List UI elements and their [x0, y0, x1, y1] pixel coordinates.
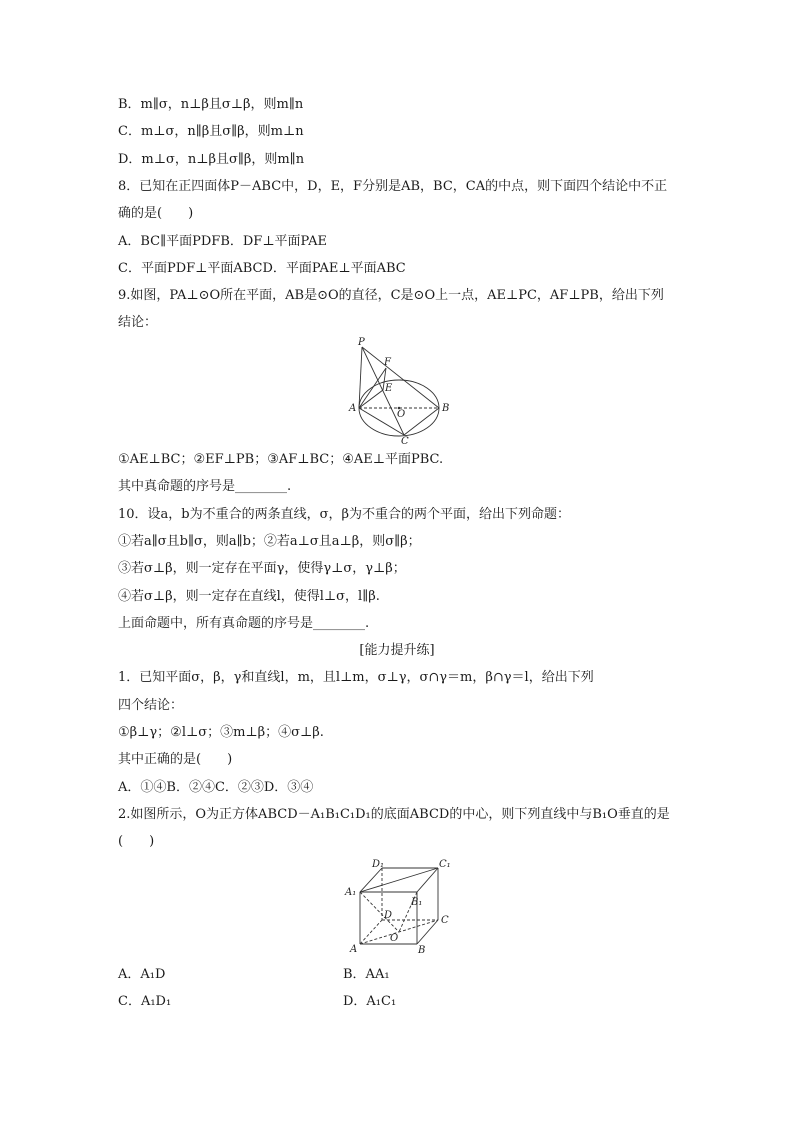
- q10-item-12: ①若a∥σ且b∥σ，则a∥b；②若a⊥σ且a⊥β，则σ∥β；: [118, 534, 421, 549]
- q10-stem: 10．设a，b为不重合的两条直线，σ，β为不重合的两个平面，给出下列命题：: [118, 507, 571, 522]
- q10-item-3: ③若σ⊥β，则一定存在平面γ，使得γ⊥σ，γ⊥β；: [118, 561, 406, 576]
- label-c: C: [441, 915, 449, 926]
- q8-stem-line1: 8．已知在正四面体P－ABC中，D，E，F分别是AB，BC，CA的中点，则下面四个结论中不正: [118, 179, 668, 194]
- label-c1: C₁: [439, 859, 451, 870]
- label-a: A: [350, 944, 358, 954]
- label-o: O: [397, 409, 406, 420]
- label-f: F: [384, 357, 391, 368]
- label-e: E: [385, 383, 393, 394]
- line-ae: [359, 390, 383, 408]
- label-c: C: [401, 436, 409, 446]
- label-b1: B₁: [411, 897, 423, 908]
- q10-item-4: ④若σ⊥β，则一定存在直线l，使得l⊥σ，l∥β.: [118, 589, 380, 604]
- line-pb: [362, 347, 439, 408]
- p1-stem-line1: 1．已知平面σ，β，γ和直线l，m，且l⊥m，σ⊥γ，σ∩γ＝m，β∩γ＝l，给出下列: [118, 670, 594, 685]
- p2-stem-line2: ( ): [118, 834, 155, 849]
- q7-option-d: D．m⊥σ，n⊥β且σ∥β，则m∥n: [118, 152, 305, 167]
- label-p: P: [358, 337, 365, 348]
- p1-question: 其中正确的是( ): [118, 752, 233, 767]
- q8-options-ab: A．BC∥平面PDFB．DF⊥平面PAE: [118, 234, 327, 249]
- line-pc: [362, 347, 404, 435]
- q8-stem-line2: 确的是( ): [118, 206, 194, 221]
- p2-option-b: B．AA₁: [343, 967, 390, 982]
- label-a: A: [349, 403, 357, 414]
- q7-option-b: B．m∥σ，n⊥β且σ⊥β，则m∥n: [118, 97, 304, 112]
- section-heading: [能力提升练]: [359, 643, 435, 658]
- p1-options: A．①④B．②④C．②③D．③④: [118, 780, 314, 795]
- q10-answer-line: 上面命题中，所有真命题的序号是________.: [118, 616, 370, 631]
- q9-stem-line1: 9.如图，PA⊥⊙O所在平面，AB是⊙O的直径，C是⊙O上一点，AE⊥PC，AF⊥PB，给出下列: [118, 288, 664, 303]
- label-b: B: [418, 945, 426, 954]
- p2-option-c: C．A₁D₁: [118, 994, 172, 1009]
- p2-option-a: A．A₁D: [118, 967, 166, 982]
- label-b: B: [442, 403, 450, 414]
- q8-options-cd: C．平面PDF⊥平面ABCD．平面PAE⊥平面ABC: [118, 261, 406, 276]
- p1-stem-line2: 四个结论：: [118, 698, 184, 713]
- label-a1: A₁: [345, 887, 357, 898]
- q9-stem-line2: 结论：: [118, 315, 158, 330]
- p2-option-d: D．A₁C₁: [343, 994, 397, 1009]
- p2-cube-figure: [342, 856, 452, 954]
- q7-option-c: C．m⊥σ，n∥β且σ∥β，则m⊥n: [118, 124, 304, 139]
- label-d: D: [384, 910, 393, 921]
- label-d1: D₁: [372, 859, 385, 870]
- q9-conclusions: ①AE⊥BC；②EF⊥PB；③AF⊥BC；④AE⊥平面PBC.: [118, 452, 444, 467]
- p2-stem-line1: 2.如图所示，O为正方体ABCD－A₁B₁C₁D₁的底面ABCD的中心，则下列直线中与B₁O垂直的是: [118, 807, 670, 822]
- label-o: O: [390, 933, 399, 944]
- q9-figure: [345, 336, 451, 446]
- p1-conclusions: ①β⊥γ；②l⊥σ；③m⊥β；④σ⊥β.: [118, 725, 324, 740]
- q9-answer-line: 其中真命题的序号是________.: [118, 479, 292, 494]
